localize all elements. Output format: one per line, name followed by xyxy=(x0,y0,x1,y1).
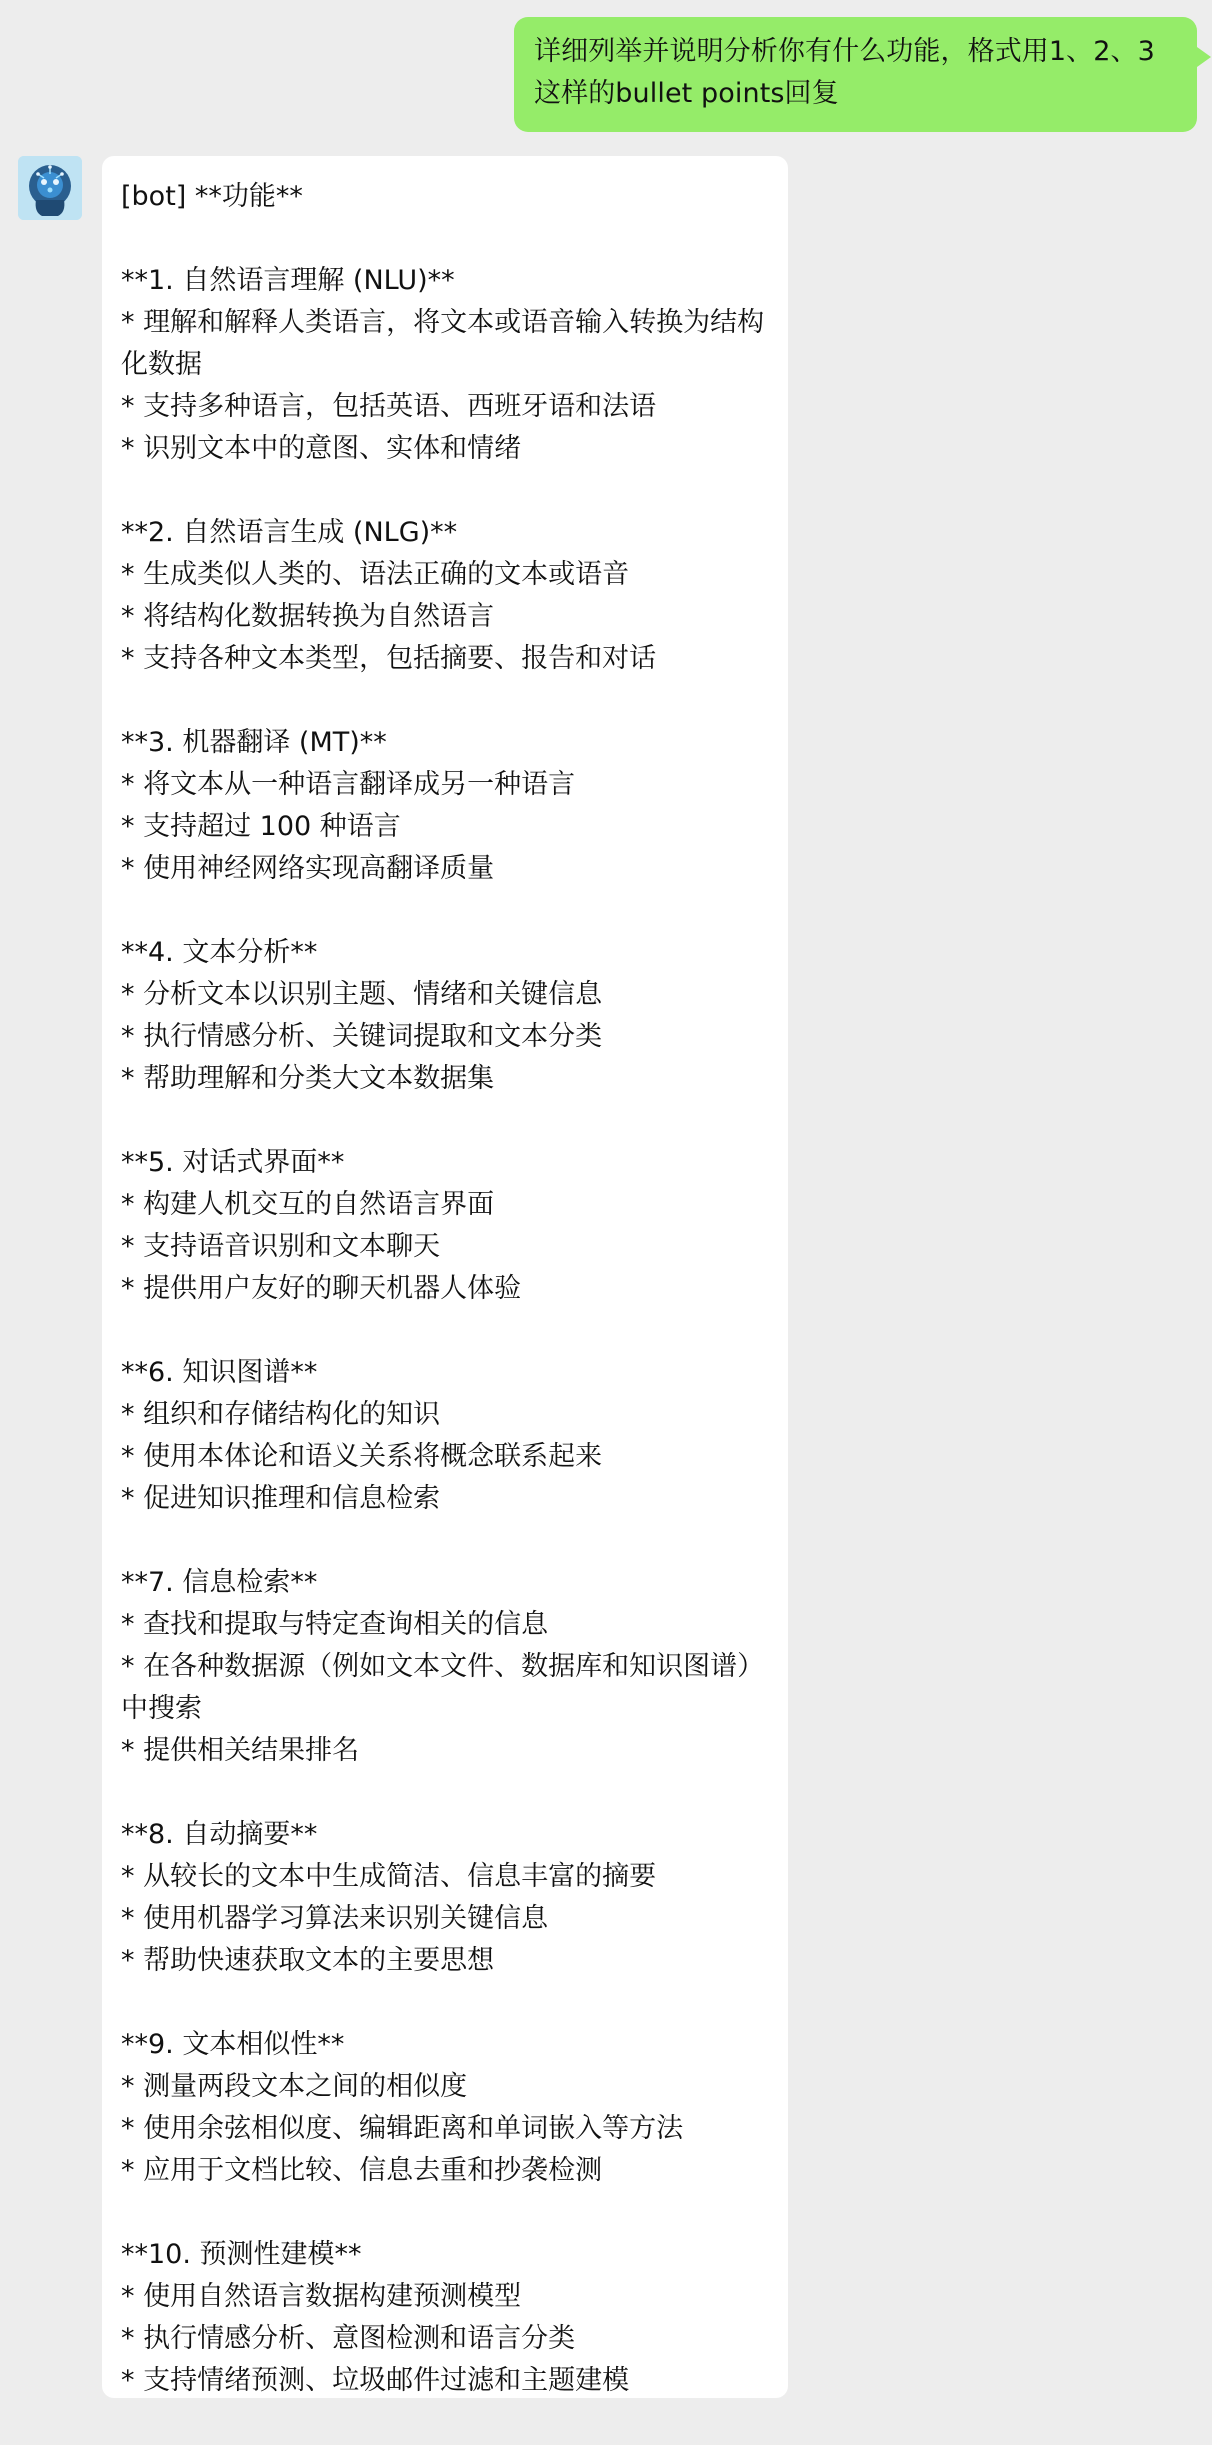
bullet-item: * 支持各种文本类型，包括摘要、报告和对话 xyxy=(121,643,657,674)
section-heading: **5. 对话式界面** xyxy=(121,1147,345,1178)
section-heading: **9. 文本相似性** xyxy=(121,2029,345,2060)
bullet-item: * 提供相关结果排名 xyxy=(121,1735,360,1766)
section-heading: **2. 自然语言生成 (NLG)** xyxy=(121,517,458,548)
bullet-item: * 构建人机交互的自然语言界面 xyxy=(121,1189,495,1220)
bullet-item: * 执行情感分析、意图检测和语言分类 xyxy=(121,2323,576,2354)
bullet-item: * 测量两段文本之间的相似度 xyxy=(121,2071,468,2102)
blank-line xyxy=(121,218,768,260)
section-heading: **7. 信息检索** xyxy=(121,1567,318,1598)
bullet-item: * 帮助理解和分类大文本数据集 xyxy=(121,1063,495,1094)
bullet-item: * 查找和提取与特定查询相关的信息 xyxy=(121,1609,549,1640)
section-heading: **6. 知识图谱** xyxy=(121,1357,318,1388)
user-message-bubble[interactable] xyxy=(514,17,1197,132)
bullet-item: * 生成类似人类的、语法正确的文本或语音 xyxy=(121,559,630,590)
blank-line xyxy=(121,890,768,932)
bullet-item: * 支持多种语言，包括英语、西班牙语和法语 xyxy=(121,391,657,422)
bullet-item: * 使用余弦相似度、编辑距离和单词嵌入等方法 xyxy=(121,2113,684,2144)
bullet-item: * 在各种数据源（例如文本文件、数据库和知识图谱）中搜索 xyxy=(121,1651,765,1724)
robot-head-avatar-icon[interactable] xyxy=(18,156,82,220)
user-message-text: 详细列举并说明分析你有什么功能，格式用1、2、3这样的bullet points回复 xyxy=(534,36,1155,109)
bullet-item: * 支持情绪预测、垃圾邮件过滤和主题建模 xyxy=(121,2365,630,2396)
blank-line xyxy=(121,1520,768,1562)
bullet-item: * 使用本体论和语义关系将概念联系起来 xyxy=(121,1441,603,1472)
bullet-item: * 执行情感分析、关键词提取和文本分类 xyxy=(121,1021,603,1052)
blank-line xyxy=(121,1100,768,1142)
bullet-item: * 帮助快速获取文本的主要思想 xyxy=(121,1945,495,1976)
bullet-item: * 应用于文档比较、信息去重和抄袭检测 xyxy=(121,2155,603,2186)
user-message-row xyxy=(0,17,1212,132)
section-heading: [bot] **功能** xyxy=(121,181,303,212)
bullet-item: * 理解和解释人类语言，将文本或语音输入转换为结构化数据 xyxy=(121,307,765,380)
bullet-item: * 识别文本中的意图、实体和情绪 xyxy=(121,433,522,464)
blank-line xyxy=(121,2192,768,2234)
section-heading: **8. 自动摘要** xyxy=(121,1819,318,1850)
blank-line xyxy=(121,1772,768,1814)
bullet-item: * 使用神经网络实现高翻译质量 xyxy=(121,853,495,884)
blank-line xyxy=(121,680,768,722)
bullet-item: * 使用自然语言数据构建预测模型 xyxy=(121,2281,522,2312)
bot-message-bubble[interactable] xyxy=(102,156,788,2398)
section-heading: **1. 自然语言理解 (NLU)** xyxy=(121,265,455,296)
bullet-item: * 分析文本以识别主题、情绪和关键信息 xyxy=(121,979,603,1010)
section-heading: **3. 机器翻译 (MT)** xyxy=(121,727,387,758)
bullet-item: * 支持语音识别和文本聊天 xyxy=(121,1231,441,1262)
section-heading: **10. 预测性建模** xyxy=(121,2239,362,2270)
bullet-item: * 促进知识推理和信息检索 xyxy=(121,1483,441,1514)
bullet-item: * 组织和存储结构化的知识 xyxy=(121,1399,441,1430)
bullet-item: * 将文本从一种语言翻译成另一种语言 xyxy=(121,769,576,800)
bullet-item: * 提供用户友好的聊天机器人体验 xyxy=(121,1273,522,1304)
bullet-item: * 从较长的文本中生成简洁、信息丰富的摘要 xyxy=(121,1861,657,1892)
bullet-item: * 将结构化数据转换为自然语言 xyxy=(121,601,495,632)
blank-line xyxy=(121,1310,768,1352)
bullet-item: * 支持超过 100 种语言 xyxy=(121,811,401,842)
bot-message-text xyxy=(121,176,768,2402)
section-heading: **4. 文本分析** xyxy=(121,937,318,968)
bullet-item: * 使用机器学习算法来识别关键信息 xyxy=(121,1903,549,1934)
blank-line xyxy=(121,470,768,512)
blank-line xyxy=(121,1982,768,2024)
